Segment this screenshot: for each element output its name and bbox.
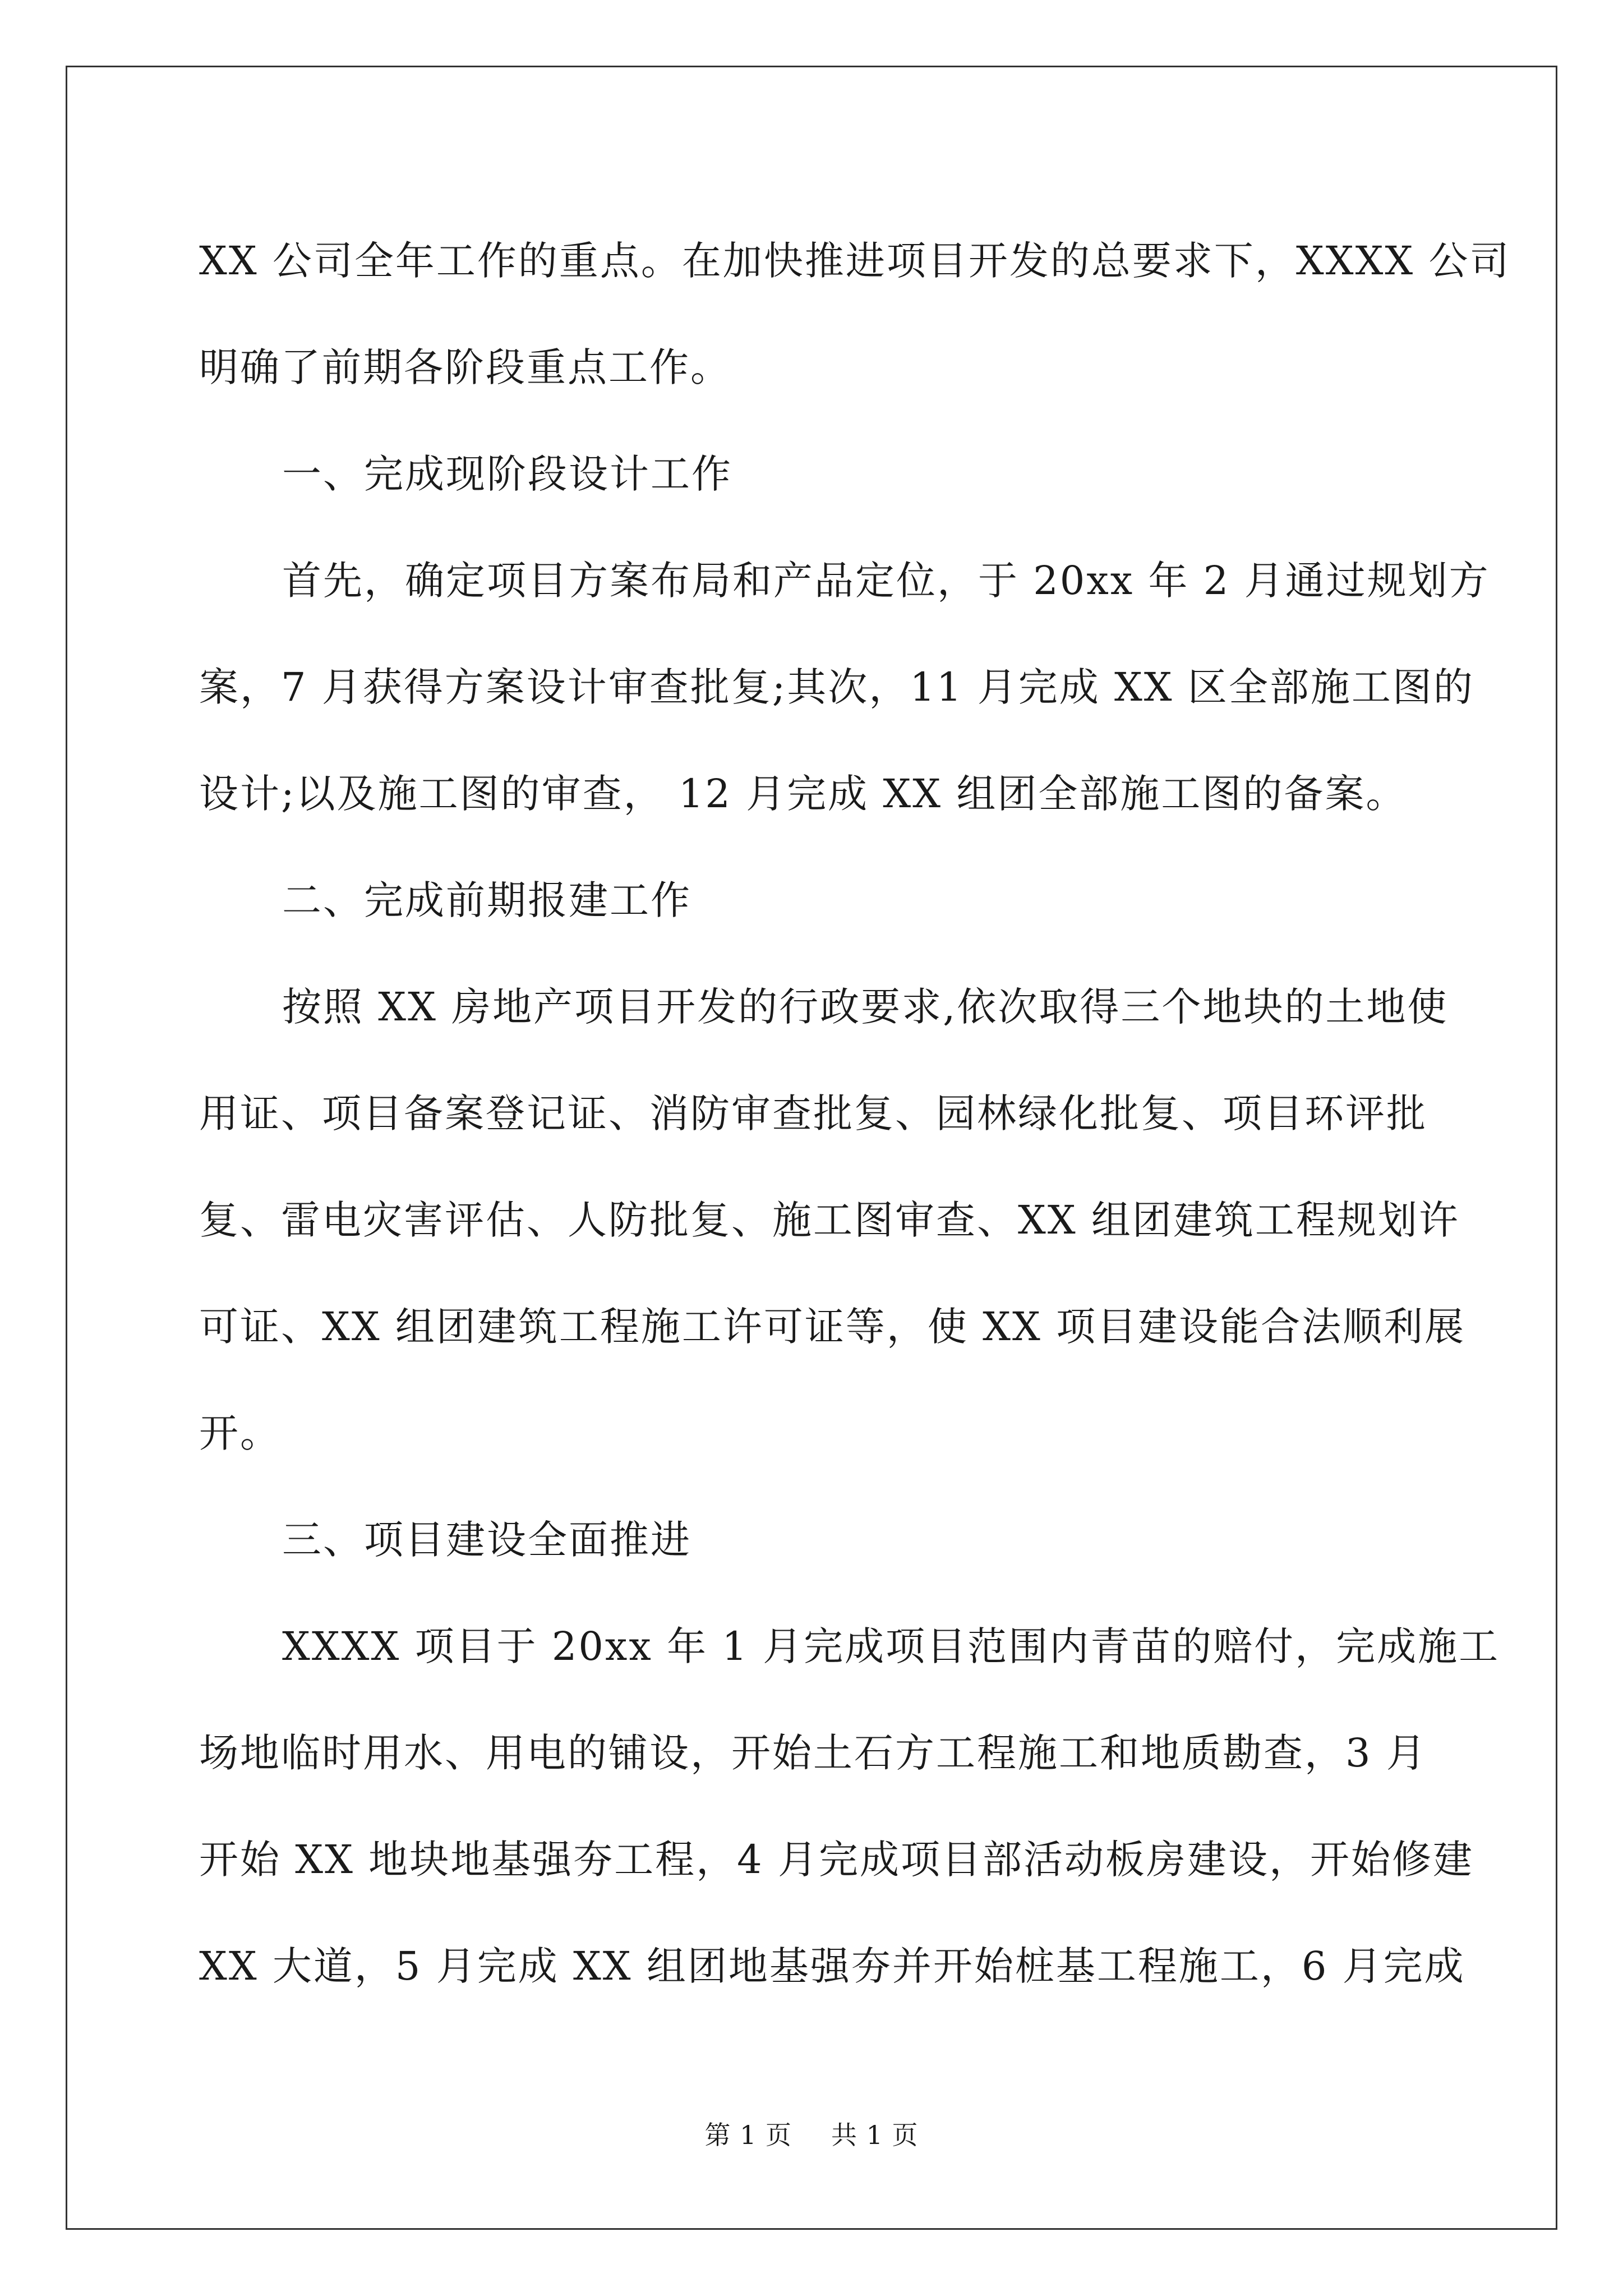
text-line: 设计;以及施工图的审查， 12 月完成 XX 组团全部施工图的备案。	[199, 771, 1407, 817]
heading-section-1	[199, 421, 1428, 527]
text-line: XXXX 项目于 20xx 年 1 月完成项目范围内青苗的赔付，完成施工	[282, 1623, 1500, 1669]
text-line: 首先，确定项目方案布局和产品定位，于 20xx 年 2 月通过规划方	[282, 558, 1490, 604]
text-line: 场地临时用水、用电的铺设，开始土石方工程施工和地质勘查，3 月	[199, 1730, 1427, 1776]
paragraph-design-work	[199, 527, 1490, 847]
text-line: 明确了前期各阶段重点工作。	[199, 344, 731, 390]
text-line: 一、完成现阶段设计工作	[282, 451, 732, 497]
text-line: 复、雷电灾害评估、人防批复、施工图审查、XX 组团建筑工程规划许	[199, 1197, 1460, 1243]
text-line: 案，7 月获得方案设计审查批复;其次，11 月完成 XX 区全部施工图的	[199, 664, 1474, 710]
text-line: 用证、项目备案登记证、消防审查批复、园林绿化批复、项目环评批	[199, 1091, 1427, 1137]
text-line: 二、完成前期报建工作	[282, 877, 691, 923]
paragraph-permits	[199, 954, 1466, 1487]
text-line: XX 公司全年工作的重点。在加快推进项目开发的总要求下，XXXX 公司	[199, 238, 1511, 284]
text-line: XX 大道，5 月完成 XX 组团地基强夯并开始桩基工程施工，6 月完成	[199, 1943, 1465, 1989]
paragraph-intro-continued	[199, 208, 1511, 421]
text-line: 三、项目建设全面推进	[282, 1517, 691, 1563]
text-line: 可证、XX 组团建筑工程施工许可证等，使 XX 项目建设能合法顺利展	[199, 1304, 1466, 1350]
text-line: 按照 XX 房地产项目开发的行政要求,依次取得三个地块的土地使	[282, 984, 1449, 1030]
page-number: 第 1 页	[704, 2120, 792, 2150]
page-total: 共 1 页	[831, 2120, 919, 2150]
paragraph-construction	[199, 1593, 1500, 2019]
text-line: 开。	[199, 1410, 281, 1456]
page-footer	[0, 2115, 1623, 2152]
document-body	[199, 208, 1511, 2019]
heading-section-3	[199, 1487, 1428, 1593]
text-line: 开始 XX 地块地基强夯工程，4 月完成项目部活动板房建设，开始修建	[199, 1837, 1474, 1883]
heading-section-2	[199, 847, 1428, 954]
